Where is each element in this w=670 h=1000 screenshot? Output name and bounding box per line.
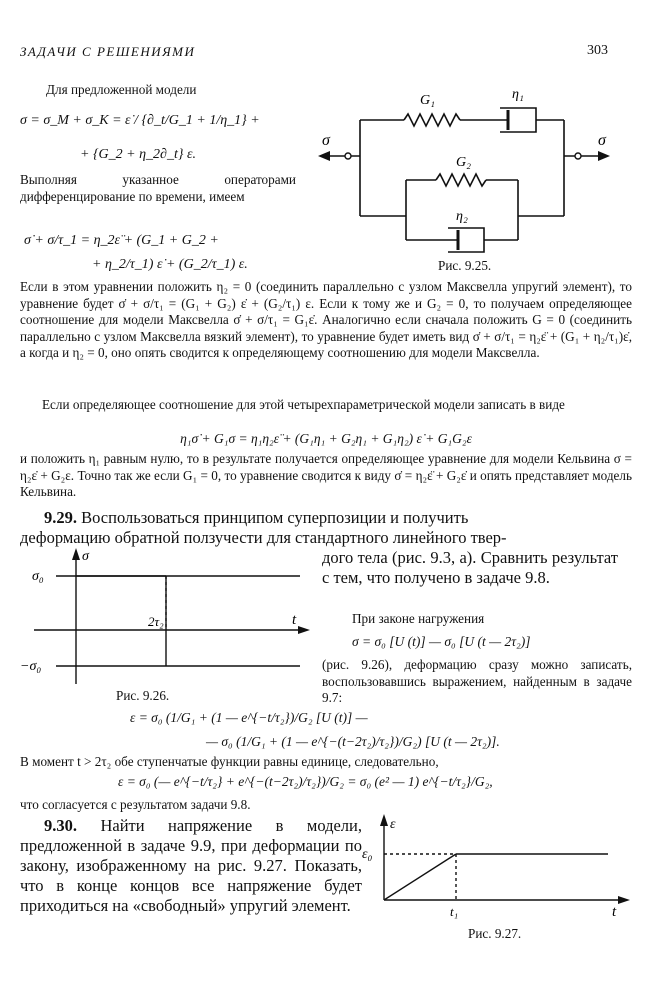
fig27-caption: Рис. 9.27. [468, 926, 522, 941]
solution-9-29-text2: (рис. 9.26), деформацию сразу можно записать, воспользовавшись выражением, найденным в задаче 9.7: [322, 657, 632, 706]
equation-eps1: ε = σ₀ (1/G₁ + (1 — e^{−t/τ₂})/G₂ [U (t)] — [130, 710, 368, 725]
fig26-axis-sigma: σ [82, 549, 89, 564]
fig26-axis-t: t [292, 612, 297, 628]
figure-9-26 [20, 546, 310, 686]
intro-text: Для предложенной модели [46, 82, 197, 97]
page-number: 303 [587, 43, 608, 58]
problem-9-29-text1: Воспользоваться принципом суперпозиции и получить [81, 508, 469, 527]
fig25-label-eta2: η₂ [456, 209, 468, 224]
problem-9-29-number: 9.29. [44, 508, 77, 527]
paragraph-1: Если в этом уравнении положить η₂ = 0 (соединить параллельно с узлом Максвелла упругий элемент), то уравнение будет σ̇ + σ/τ₁ = (G₁ + G₂) ε̇ + (G₂/τ₁) ε. Если к тому же и G₂ = 0, то получаем определяющее соотношение для модели Максвелла σ̇ + σ/τ₁ = G₁ε̇. Аналогично если сначала положить G = 0 (соединить параллельно с узлом Максвелла вязкий элемент), то уравнение будет иметь вид σ̇ + σ/τ₁ = η₂ε̈ + (G₁ + η₂/τ₁)ε̇, а когда и η₂ = 0, оно опять сводится к определяющему соотношению для модели Максвелла. [20, 279, 632, 361]
fig25-sigma-right: σ [598, 132, 606, 149]
equation-eps3: ε = σ₀ (— e^{−t/τ₂} + e^{−(t−2τ₂)/τ₂})/G₂ = σ₀ (e² — 1) e^{−t/τ₂}/G₂, [118, 774, 493, 789]
problem-9-30-text: Найти напряжение в модели, предложенной в задаче 9.9, при деформации по закону, изображенному на рис. 9.27. Показать, что в конце концов все напряжение будет приходиться на «свободный» упругий элемент. [20, 816, 362, 915]
fig27-axis-eps: ε [390, 817, 396, 832]
solution-9-29-text1: При законе нагружения [352, 611, 485, 626]
running-title: ЗАДАЧИ С РЕШЕНИЯМИ [20, 44, 196, 59]
text-differentiation: Выполняя указанное операторами дифференцирование по времени, имеем [20, 172, 296, 204]
fig26-label-2tau: 2τ₂ [148, 614, 164, 629]
equation-1a: σ = σ_M + σ_K = ε̇ / {∂_t/G_1 + 1/η_1} + [20, 113, 260, 128]
problem-9-29-text3: дого тела (рис. 9.3, а). Сравнить результат с тем, что получено в задаче 9.8. [322, 548, 618, 587]
figure-9-27 [362, 812, 632, 922]
equation-1b: + {G_2 + η_2∂_t} ε. [80, 147, 196, 162]
equation-3: η₁σ̇ + G₁σ = η₁η₂ε̈ + (G₁η₁ + G₂η₁ + G₁η₂) ε̇ + G₁G₂ε [180, 431, 472, 446]
equation-load: σ = σ₀ [U (t)] — σ₀ [U (t — 2τ₂)] [352, 634, 531, 649]
fig27-label-t1: t₁ [450, 904, 459, 919]
problem-9-30 [20, 816, 362, 916]
paragraph-3: и положить η₁ равным нулю, то в результате получается определяющее уравнение для модели Кельвина σ = η₂ε̇ + G₂ε. Точно так же если G₁ = 0, то уравнение сводится к виду σ̇ = η₂ε̈ + G₂ε̇ и опять представляет модель Кельвина. [20, 451, 632, 500]
equation-2a: σ̇ + σ/τ_1 = η_2ε̈ + (G_1 + G_2 + [24, 233, 219, 248]
fig26-label-neg-s0: −σ₀ [20, 659, 42, 674]
figure-9-25 [318, 80, 630, 260]
fig25-label-g2: G₂ [456, 155, 471, 170]
equation-eps2: — σ₀ (1/G₁ + (1 — e^{−(t−2τ₂)/τ₂})/G₂) [U (t — 2τ₂)]. [206, 734, 500, 749]
fig27-label-e0: ε₀ [362, 847, 373, 862]
fig25-label-eta1: η₁ [512, 87, 524, 102]
fig25-label-g1: G₁ [420, 93, 435, 108]
fig26-label-s0: σ₀ [32, 569, 44, 584]
solution-9-29-text3: В момент t > 2τ₂ обе ступенчатые функции равны единице, следовательно, [20, 754, 439, 769]
problem-9-30-number: 9.30. [44, 816, 77, 835]
fig27-axis-t: t [612, 904, 617, 920]
equation-2b: + η_2/τ_1) ε̇ + (G_2/τ_1) ε. [92, 257, 248, 272]
fig25-sigma-left: σ [322, 132, 330, 149]
problem-9-29-line1 [44, 508, 634, 528]
fig25-caption: Рис. 9.25. [438, 258, 492, 273]
solution-9-29-text4: что согласуется с результатом задачи 9.8. [20, 797, 251, 812]
fig26-caption: Рис. 9.26. [116, 688, 170, 703]
paragraph-2: Если определяющее соотношение для этой четырехпараметрической модели записать в виде [42, 397, 565, 412]
problem-9-29-text2: деформацию обратной ползучести для стандартного линейного твер- [20, 528, 507, 547]
